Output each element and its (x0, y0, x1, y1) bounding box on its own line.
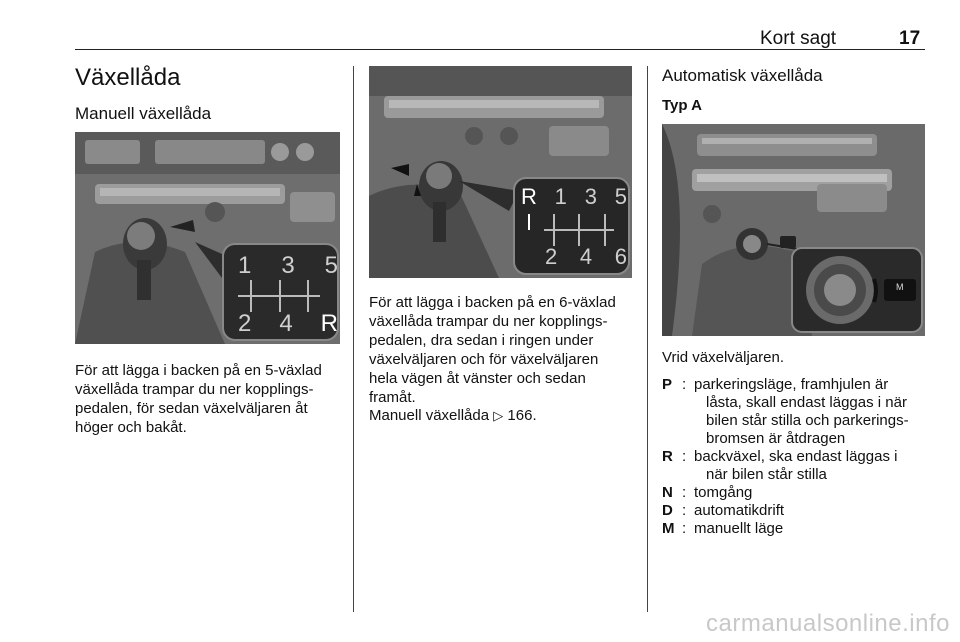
gear-label: 1 3 5 (238, 252, 338, 279)
gear-definition-list (662, 376, 932, 538)
definition-text: manuellt läge (694, 520, 784, 537)
column-divider-2 (647, 66, 648, 612)
manual-6-speed-text: För att lägga i backen på en 6-växlad växellåda trampar du ner kopplings- pedalen, dra sedan i ringen under växelväljaren och för växelväljaren hela vägen åt vänster och sedan framåt. (369, 294, 616, 406)
definition-row-m: M : manuellt läge (662, 520, 932, 538)
header-section-title: Kort sagt (760, 28, 837, 49)
definition-text: backväxel, ska endast läggas i när bilen står stilla (694, 448, 898, 483)
definition-key: P (662, 376, 673, 393)
definition-key: N (662, 484, 673, 501)
watermark: carmanualsonline.info (706, 610, 950, 637)
definition-row-r: R : backväxel, ska endast läggas i när bilen står stilla (662, 448, 932, 484)
definition-text: parkeringsläge, framhjulen är låsta, skall endast läggas i när bilen står stilla och parkerings- bromsen är åtdragen (694, 376, 909, 447)
header-rule (75, 49, 925, 50)
definition-row-n: N : tomgång (662, 484, 932, 502)
automatic-selector-image (662, 124, 925, 336)
gear-label: R 1 3 5 (521, 184, 627, 209)
dial-mode-label: M (896, 282, 904, 292)
arrow-ref-icon: ▷ (493, 408, 504, 423)
section-title: Växellåda (75, 64, 181, 91)
gear-label: 2 4 6 (545, 244, 627, 269)
gear-label: 2 4 R (238, 310, 338, 337)
definition-text: tomgång (694, 484, 753, 501)
manual-gearbox-heading: Manuell växellåda (75, 104, 212, 123)
page-number: 17 (899, 28, 921, 49)
manual-6-speed-image (369, 66, 632, 278)
manual-5-speed-text: För att lägga i backen på en 5-växlad växellåda trampar du ner kopplings- pedalen, för sedan växelväljaren åt höger och bakåt. (75, 362, 322, 436)
definition-key: D (662, 502, 673, 519)
automatic-intro-text: Vrid växelväljaren. (662, 349, 784, 366)
cross-reference[interactable]: Manuell växellåda ▷ 166. (369, 407, 537, 424)
type-a-heading: Typ A (662, 97, 702, 114)
definition-text: automatikdrift (694, 502, 785, 519)
definition-key: R (662, 448, 673, 465)
column-divider-1 (353, 66, 354, 612)
definition-key: M (662, 520, 675, 537)
automatic-gearbox-heading: Automatisk växellåda (662, 66, 823, 85)
manual-5-speed-image (75, 132, 340, 344)
definition-row-d: D : automatikdrift (662, 502, 932, 520)
definition-row-p: P : parkeringsläge, framhjulen är låsta, skall endast läggas i när bilen står stilla och parkerings- bromsen är åtdragen (662, 376, 932, 448)
